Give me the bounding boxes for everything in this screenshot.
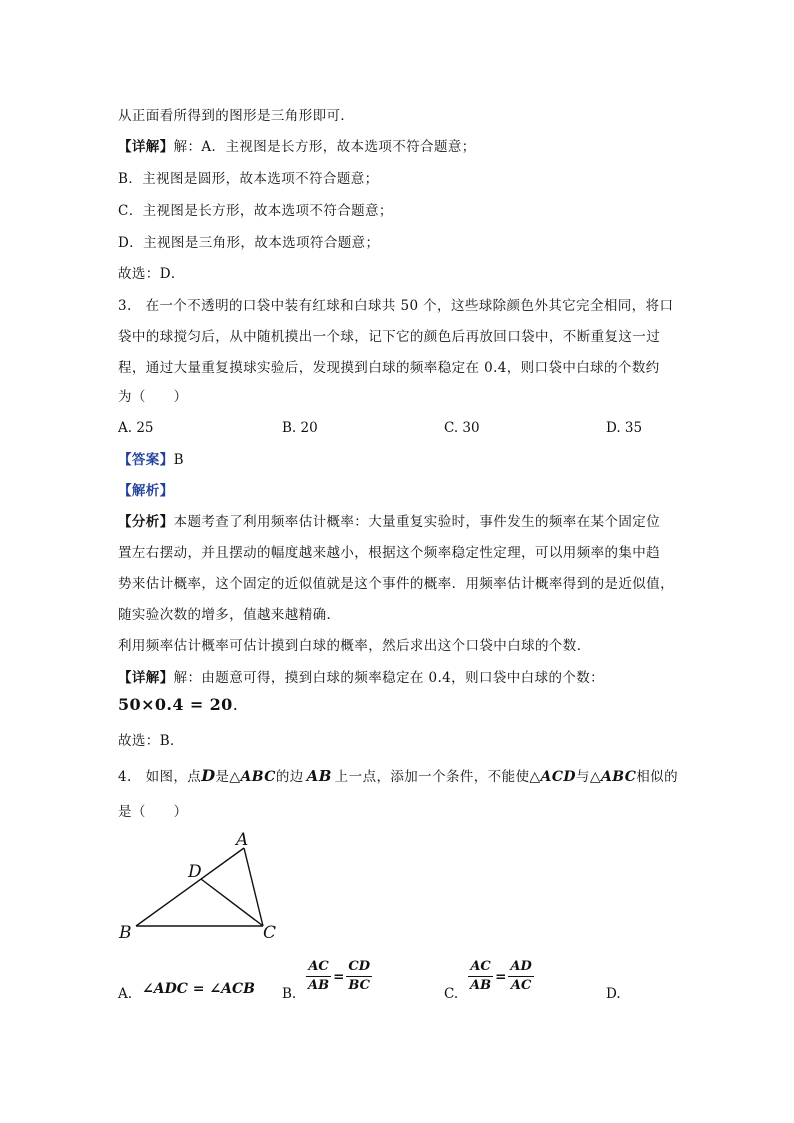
q3-stem-4: 为（ ） [118, 389, 188, 405]
q3-fenxi-1 [118, 510, 660, 530]
answer-tag: 【答案】 [118, 452, 174, 468]
q3-fenxi-5: 利用频率估计概率可估计摸到白球的概率，然后求出这个口袋中白球的个数． [118, 638, 591, 654]
fraction [508, 958, 533, 995]
q3-stem-3: 程，通过大量重复摸球实验后，发现摸到白球的频率稳定在 0.4，则口袋中白球的个数约 [118, 360, 660, 376]
fenxi-1-text: 本题考查了利用频率估计概率：大量重复实验时，事件发生的频率在某个固定位 [173, 514, 661, 530]
numerator: AC [306, 958, 331, 977]
q3-detail-tag: 【详解】 [118, 670, 174, 686]
q3-option-c: C. 30 [444, 420, 480, 436]
q4-rest: 上一点，添加一个条件，不能使 [334, 769, 530, 785]
q4-tri-abc-2: △ABC [589, 769, 637, 785]
q3-detail-1-text: 解：由题意可得，摸到白球的频率稳定在 0.4，则口袋中白球的个数： [173, 670, 605, 686]
denominator: AB [308, 978, 330, 993]
q3-stem-2: 袋中的球搅匀后，从中随机摸出一个球，记下它的颜色后再放回口袋中，不断重复这一过 [118, 329, 661, 345]
fraction [346, 958, 372, 995]
numerator: AD [508, 958, 533, 977]
q4-point-d: D [201, 766, 216, 785]
fenxi-tag: 【分析】 [118, 514, 174, 530]
q3-analysis-tag [118, 479, 174, 499]
fraction [306, 958, 331, 995]
fraction [468, 958, 493, 995]
prev-line-4: C．主视图是长方形，故本选项不符合题意； [118, 203, 393, 219]
q4-option-b-label: B. [282, 986, 297, 1002]
label-a: A [236, 830, 249, 850]
detail-tag: 【详解】 [118, 139, 174, 155]
q3-stem-1: 3. 在一个不透明的口袋中装有红球和白球共 50 个，这些球除颜色外其它完全相同，将口 [118, 298, 674, 314]
denominator: AC [510, 978, 532, 993]
q3-option-d: D. 35 [606, 420, 643, 436]
label-b: B [119, 923, 132, 943]
q3-detail-1 [118, 666, 604, 686]
q4-num: 4. 如图，点 [118, 769, 202, 785]
q3-fenxi-3: 势来估计概率，这个固定的近似值就是这个事件的概率．用频率估计概率得到的是近似值， [118, 576, 674, 592]
q3-option-b: B. 20 [282, 420, 318, 436]
q4-option-c [468, 958, 534, 995]
prev-line-2-text: 解：A．主视图是长方形，故本选项不符合题意； [173, 139, 476, 155]
answer-value: B [173, 452, 184, 468]
q4-option-c-label: C. [444, 986, 459, 1002]
q3-answer [118, 448, 184, 468]
q3-option-a: A. 25 [118, 420, 154, 436]
analysis-tag: 【解析】 [118, 483, 174, 499]
label-c: C [263, 923, 277, 943]
prev-line-2 [118, 135, 476, 155]
q3-formula [118, 695, 238, 714]
q4-de-bian: 的边 [275, 769, 304, 785]
prev-line-5: D．主视图是三角形，故本选项符合题意； [118, 235, 380, 251]
numerator: CD [346, 958, 372, 977]
q4-stem-2: 是（ ） [118, 804, 188, 820]
q4-option-d-label: D. [606, 986, 621, 1002]
q4-ab: AB [306, 767, 332, 785]
equals-sign: = [333, 968, 345, 985]
segment-ba [136, 848, 244, 926]
q4-tri-acd: △ACD [529, 769, 576, 785]
q4-xiangsi: 相似的 [636, 769, 678, 785]
formula-text: 50×0.4 = 20 [118, 695, 233, 714]
q3-fenxi-4: 随实验次数的增多，值越来越精确． [118, 607, 341, 623]
triangle-figure [110, 828, 285, 948]
q4-option-a: ∠ADC = ∠ACB [142, 981, 255, 997]
numerator: AC [468, 958, 493, 977]
q4-option-b [306, 958, 372, 995]
q3-fenxi-2: 置左右摆动，并且摆动的幅度越来越小，根据这个频率稳定性定理，可以用频率的集中趋 [118, 545, 661, 561]
q4-tri-abc: △ABC [229, 769, 276, 785]
prev-line-3: B．主视图是圆形，故本选项不符合题意； [118, 171, 379, 187]
q4-stem-1 [118, 765, 678, 785]
q4-is: 是 [215, 769, 230, 785]
formula-end: . [232, 695, 239, 714]
equals-sign: = [495, 968, 507, 985]
label-d: D [188, 862, 202, 882]
prev-line-6: 故选：D． [118, 266, 185, 282]
q4-option-a-label: A. [118, 986, 133, 1002]
denominator: BC [348, 978, 370, 993]
denominator: AB [470, 978, 492, 993]
q4-yu: 与 [575, 769, 590, 785]
q3-choose: 故选：B． [118, 733, 184, 749]
prev-line-1: 从正面看所得到的图形是三角形即可． [118, 108, 355, 124]
